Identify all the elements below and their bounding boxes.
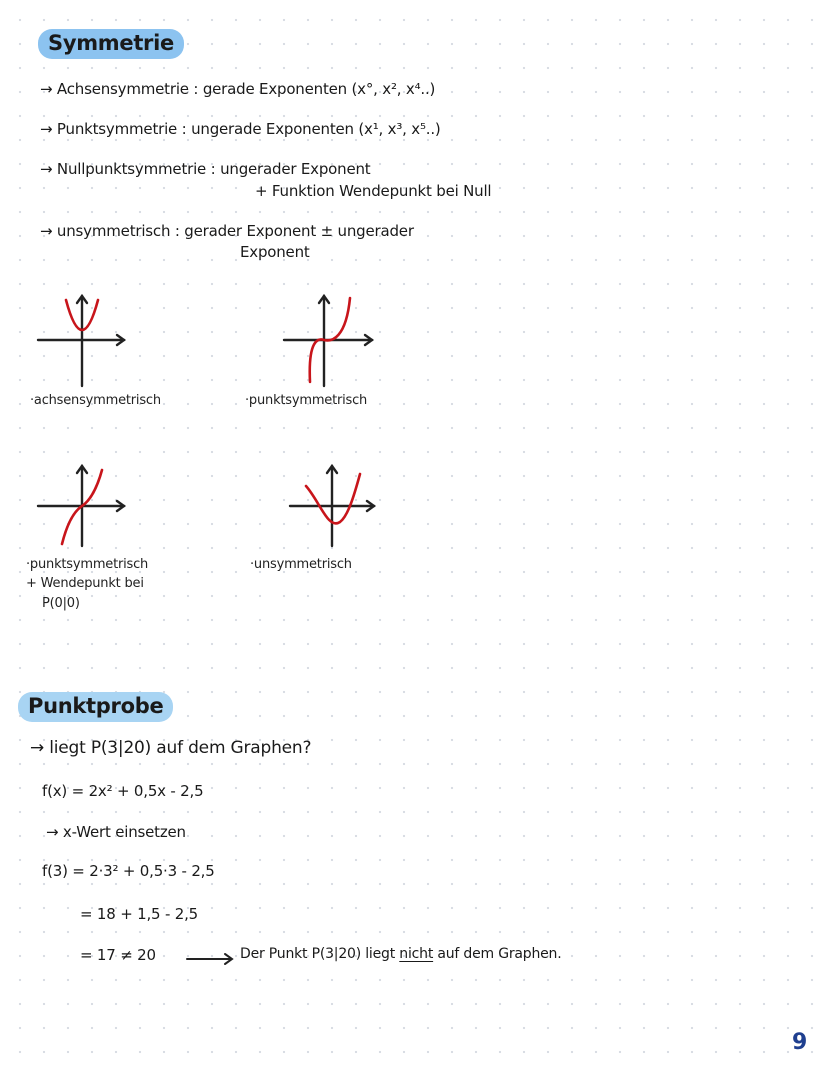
rule-nullpunktsymmetrie: → Nullpunktsymmetrie : ungerader Exponent bbox=[40, 160, 371, 178]
function-definition: f(x) = 2x² + 0,5x - 2,5 bbox=[42, 782, 204, 800]
punktprobe-question: → liegt P(3|20) auf dem Graphen? bbox=[30, 738, 312, 758]
label-punktsym-wendepunkt-line1: ·punktsymmetrisch bbox=[26, 557, 149, 572]
label-achsensymmetrisch: ·achsensymmetrisch bbox=[30, 393, 161, 408]
conclusion bbox=[240, 946, 561, 962]
graph-achsensymmetrisch bbox=[30, 290, 140, 390]
graph-unsymmetrisch bbox=[280, 460, 390, 550]
rule-unsymmetrisch: → unsymmetrisch : gerader Exponent ± ungerader bbox=[40, 222, 414, 240]
graph-punktsymmetrisch bbox=[280, 290, 390, 390]
rule-nullpunktsymmetrie-line2: + Funktion Wendepunkt bei Null bbox=[255, 182, 492, 200]
rule-punktsymmetrie: → Punktsymmetrie : ungerade Exponenten (x¹, x³, x⁵..) bbox=[40, 120, 441, 138]
conclusion-text-2: auf dem Graphen. bbox=[437, 946, 562, 962]
calc-line-3: = 17 ≠ 20 bbox=[80, 946, 156, 964]
calc-line-2: = 18 + 1,5 - 2,5 bbox=[80, 905, 198, 923]
conclusion-emphasis: nicht bbox=[399, 946, 434, 962]
label-punktsymmetrisch: ·punktsymmetrisch bbox=[245, 393, 368, 408]
label-unsymmetrisch: ·unsymmetrisch bbox=[250, 557, 352, 572]
step-x-wert-einsetzen: → x-Wert einsetzen bbox=[46, 823, 186, 841]
section-heading-symmetrie: Symmetrie bbox=[38, 29, 184, 59]
rule-unsymmetrisch-line2: Exponent bbox=[240, 243, 310, 261]
page-number: 9 bbox=[792, 1030, 808, 1055]
arrow-icon bbox=[185, 952, 237, 966]
calc-line-1: f(3) = 2·3² + 0,5·3 - 2,5 bbox=[42, 862, 215, 880]
rule-achsensymmetrie: → Achsensymmetrie : gerade Exponenten (x°, x², x⁴..) bbox=[40, 80, 436, 98]
label-punktsym-wendepunkt-line3: P(0|0) bbox=[42, 596, 80, 611]
label-punktsym-wendepunkt-line2: + Wendepunkt bei bbox=[26, 576, 144, 591]
conclusion-text-1: Der Punkt P(3|20) liegt bbox=[240, 946, 396, 962]
section-heading-punktprobe: Punktprobe bbox=[18, 692, 173, 722]
graph-punktsymmetrisch-wendepunkt bbox=[30, 460, 140, 550]
